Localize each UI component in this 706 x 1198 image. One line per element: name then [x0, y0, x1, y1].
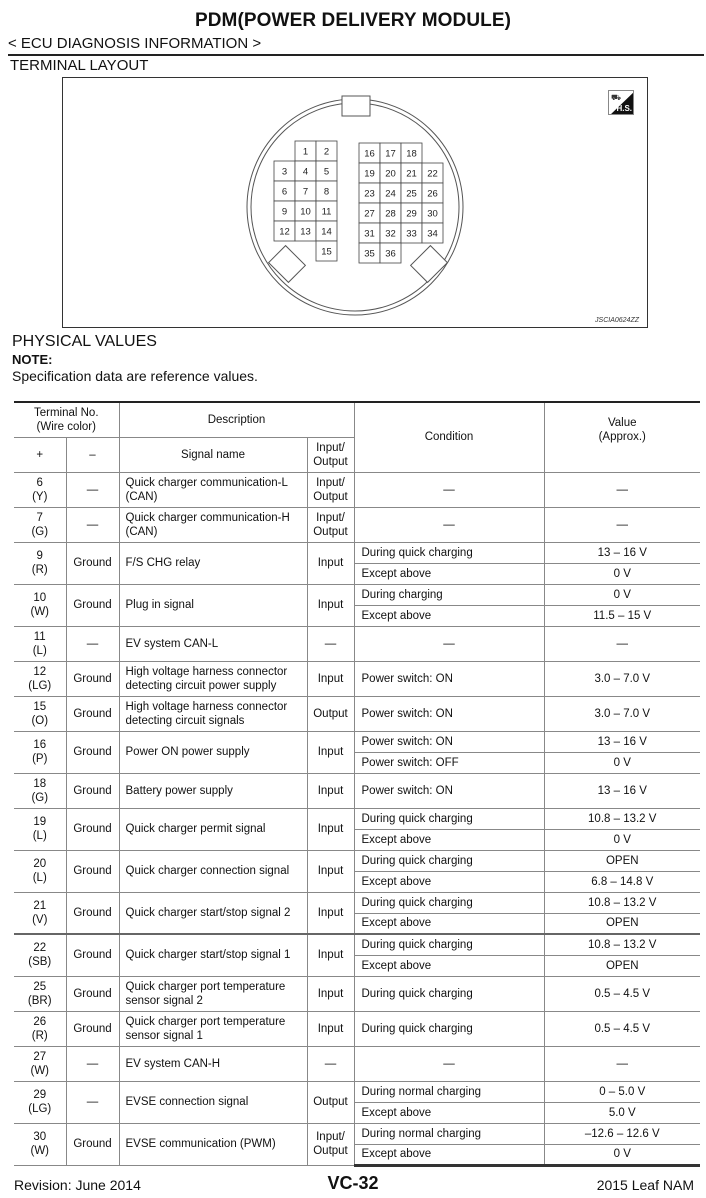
table-row	[14, 808, 700, 829]
terminal-number-label: 19	[364, 168, 375, 180]
condition-cell: Power switch: ON	[354, 696, 544, 731]
terminal-number-label: 18	[406, 148, 417, 160]
terminal-number: 21	[33, 899, 47, 912]
terminal-number-label: 10	[300, 206, 311, 218]
input-output-cell-text: Input	[317, 599, 344, 611]
terminal-number: 10	[33, 592, 47, 604]
signal-name-cell	[119, 507, 307, 542]
wire-color: (W)	[30, 606, 49, 618]
condition-cell: Except above	[354, 913, 544, 934]
input-output-cell	[307, 1011, 354, 1046]
condition-cell: During quick charging	[354, 934, 544, 955]
condition-cell: During quick charging	[354, 808, 544, 829]
connector-latch-right	[411, 246, 448, 283]
condition-cell: During normal charging	[354, 1081, 544, 1102]
terminal-number: 25	[33, 980, 47, 993]
wire-color: (L)	[32, 872, 47, 884]
header-terminal-no: Terminal No. (Wire color)	[14, 402, 119, 437]
minus-terminal-cell-text: —	[86, 1096, 99, 1108]
wire-color: (R)	[31, 1029, 48, 1042]
input-output-cell-text: Input	[317, 784, 344, 797]
value-cell: 0 V	[544, 563, 700, 584]
condition-cell: —	[354, 472, 544, 507]
condition-cell: Except above	[354, 605, 544, 626]
value-cell: 13 – 16 V	[544, 773, 700, 808]
signal-name-cell-text: EV system CAN-H	[125, 1057, 221, 1070]
terminal-cell	[14, 731, 66, 773]
value-cell: 13 – 16 V	[544, 542, 700, 563]
wire-color: (LG)	[28, 679, 52, 692]
input-output-cell-text: —	[324, 1057, 337, 1070]
minus-terminal-cell	[66, 507, 119, 542]
signal-name-cell-text: Quick charger port temperature sensor signal 2	[125, 980, 286, 1007]
input-output-cell	[307, 892, 354, 934]
breadcrumb: < ECU DIAGNOSIS INFORMATION >	[8, 35, 262, 52]
input-output-cell-text: —	[324, 637, 337, 650]
terminal-cell	[14, 1046, 66, 1081]
signal-name-cell	[119, 808, 307, 850]
terminal-number: 26	[33, 1015, 47, 1028]
signal-name-cell	[119, 773, 307, 808]
terminal-number-label: 22	[427, 168, 438, 180]
condition-cell: Except above	[354, 1144, 544, 1165]
harness-side-icon	[608, 90, 634, 115]
physical-values-table	[14, 401, 700, 1167]
table-row	[14, 1123, 700, 1144]
terminal-number-label: 32	[385, 228, 396, 240]
input-output-cell-text: Input	[317, 1022, 344, 1035]
minus-terminal-cell	[66, 472, 119, 507]
input-output-cell	[307, 1046, 354, 1081]
terminal-number-label: 26	[427, 188, 438, 200]
condition-cell: —	[354, 1046, 544, 1081]
condition-cell: During quick charging	[354, 976, 544, 1011]
terminal-number: 30	[33, 1131, 47, 1143]
condition-cell: During charging	[354, 584, 544, 605]
input-output-cell-text: Output	[313, 707, 348, 720]
header-signal-name: Signal name	[119, 437, 307, 472]
table-row	[14, 696, 700, 731]
signal-name-cell-text: High voltage harness connector detecting circuit power supply	[125, 665, 288, 692]
terminal-cell	[14, 472, 66, 507]
condition-cell: Power switch: ON	[354, 731, 544, 752]
signal-name-cell-text: Quick charger communication-H (CAN)	[125, 511, 290, 538]
table-row	[14, 976, 700, 1011]
signal-name-cell	[119, 850, 307, 892]
terminal-number-label: 28	[385, 208, 396, 220]
table-row	[14, 584, 700, 605]
signal-name-cell-text: Quick charger permit signal	[125, 823, 266, 835]
terminal-number-label: 29	[406, 208, 417, 220]
terminal-cell	[14, 1123, 66, 1165]
minus-terminal-cell-text: Ground	[73, 865, 112, 877]
table-row	[14, 1046, 700, 1081]
terminal-number-label: 4	[302, 166, 309, 178]
wire-color: (Y)	[32, 490, 48, 503]
header-description: Description	[119, 402, 354, 437]
signal-name-cell	[119, 1123, 307, 1165]
terminal-cell	[14, 934, 66, 976]
terminal-number-label: 21	[406, 168, 417, 180]
signal-name-cell	[119, 1011, 307, 1046]
terminal-number: 9	[36, 550, 43, 562]
signal-name-cell-text: F/S CHG relay	[125, 557, 201, 569]
condition-cell: Except above	[354, 829, 544, 850]
signal-name-cell	[119, 542, 307, 584]
input-output-cell-text: Input	[317, 987, 344, 1000]
terminal-number-label: 11	[321, 206, 332, 218]
input-output-cell	[307, 626, 354, 661]
input-output-cell	[307, 773, 354, 808]
minus-terminal-cell	[66, 1011, 119, 1046]
minus-terminal-cell	[66, 542, 119, 584]
terminal-number: 27	[33, 1050, 47, 1063]
signal-name-cell	[119, 934, 307, 976]
terminal-number-label: 16	[364, 148, 375, 160]
input-output-cell	[307, 976, 354, 1011]
terminal-number: 6	[36, 476, 43, 489]
connector-face-drawing	[63, 78, 649, 329]
table-row	[14, 1011, 700, 1046]
input-output-cell-text: Input	[317, 746, 344, 758]
header-minus: –	[66, 437, 119, 472]
value-cell: 3.0 – 7.0 V	[544, 661, 700, 696]
signal-name-cell	[119, 731, 307, 773]
value-cell: –12.6 – 12.6 V	[544, 1123, 700, 1144]
minus-terminal-cell-text: Ground	[73, 1022, 112, 1035]
minus-terminal-cell-text: Ground	[73, 707, 112, 720]
condition-cell: During quick charging	[354, 542, 544, 563]
terminal-number-label: 1	[302, 146, 309, 158]
condition-cell: —	[354, 507, 544, 542]
input-output-cell	[307, 731, 354, 773]
harness-side-label: H.S.	[616, 104, 632, 113]
wire-color: (O)	[31, 714, 49, 727]
condition-cell: Except above	[354, 955, 544, 976]
signal-name-cell-text: Quick charger port temperature sensor signal 1	[125, 1015, 286, 1042]
minus-terminal-cell	[66, 808, 119, 850]
input-output-cell-text: Input	[317, 906, 344, 919]
wire-color: (LG)	[28, 1103, 52, 1115]
condition-cell: During quick charging	[354, 892, 544, 913]
signal-name-cell-text: EV system CAN-L	[125, 637, 219, 650]
signal-name-cell	[119, 1081, 307, 1123]
value-cell: 6.8 – 14.8 V	[544, 871, 700, 892]
signal-name-cell-text: EVSE communication (PWM)	[125, 1138, 276, 1150]
note-text: Specification data are reference values.	[12, 368, 258, 384]
wire-color: (BR)	[27, 994, 52, 1007]
terminal-number-label: 9	[281, 206, 288, 218]
table-row	[14, 626, 700, 661]
value-cell: OPEN	[544, 913, 700, 934]
terminal-number: 18	[33, 777, 47, 790]
connector-latch-left	[269, 246, 306, 283]
table-row	[14, 507, 700, 542]
terminal-cell	[14, 507, 66, 542]
input-output-cell	[307, 542, 354, 584]
wire-color: (V)	[32, 913, 48, 926]
minus-terminal-cell-text: Ground	[73, 746, 112, 758]
table-row	[14, 472, 700, 507]
signal-name-cell	[119, 1046, 307, 1081]
connector-key-notch	[342, 96, 370, 116]
signal-name-cell-text: EVSE connection signal	[125, 1096, 249, 1108]
wire-color: (L)	[32, 644, 47, 657]
input-output-cell-text: Output	[313, 1096, 348, 1108]
input-output-cell	[307, 934, 354, 976]
terminal-number-label: 23	[364, 188, 375, 200]
value-cell: 0 V	[544, 752, 700, 773]
header-value: Value (Approx.)	[544, 402, 700, 472]
table-row	[14, 542, 700, 563]
terminal-number: 11	[33, 630, 46, 643]
value-cell: 5.0 V	[544, 1102, 700, 1123]
table-row	[14, 892, 700, 913]
value-cell: 10.8 – 13.2 V	[544, 808, 700, 829]
terminal-layout-diagram	[62, 77, 648, 328]
note-label: NOTE:	[12, 352, 53, 367]
condition-cell: During quick charging	[354, 850, 544, 871]
page-title: PDM(POWER DELIVERY MODULE)	[194, 10, 512, 31]
value-cell: 0 V	[544, 829, 700, 850]
terminal-number-label: 6	[281, 186, 288, 198]
terminal-cell	[14, 976, 66, 1011]
signal-name-cell-text: Quick charger start/stop signal 1	[125, 949, 291, 962]
input-output-cell-text: Input	[317, 557, 344, 569]
minus-terminal-cell-text: —	[86, 1057, 99, 1070]
signal-name-cell-text: Power ON power supply	[125, 746, 250, 758]
condition-cell: During normal charging	[354, 1123, 544, 1144]
minus-terminal-cell	[66, 850, 119, 892]
value-cell: 0 – 5.0 V	[544, 1081, 700, 1102]
condition-cell: Except above	[354, 563, 544, 584]
signal-name-cell	[119, 472, 307, 507]
condition-cell: Power switch: ON	[354, 773, 544, 808]
terminal-cell	[14, 1081, 66, 1123]
section-heading-physical-values: PHYSICAL VALUES	[12, 333, 157, 350]
terminal-number-label: 7	[302, 186, 309, 198]
wire-color: (W)	[30, 1145, 49, 1157]
minus-terminal-cell	[66, 661, 119, 696]
terminal-number-label: 14	[321, 226, 332, 238]
footer-model: 2015 Leaf NAM	[596, 1177, 694, 1193]
wire-color: (G)	[31, 525, 49, 538]
condition-cell: Except above	[354, 1102, 544, 1123]
minus-terminal-cell	[66, 1123, 119, 1165]
header-divider	[8, 54, 704, 56]
minus-terminal-cell-text: Ground	[73, 557, 112, 569]
terminal-number-label: 2	[323, 146, 330, 158]
minus-terminal-cell-text: Ground	[73, 784, 112, 797]
terminal-number: 19	[33, 816, 47, 828]
value-cell: 0.5 – 4.5 V	[544, 976, 700, 1011]
value-cell: 11.5 – 15 V	[544, 605, 700, 626]
minus-terminal-cell	[66, 976, 119, 1011]
terminal-number-label: 33	[406, 228, 417, 240]
wire-color: (SB)	[28, 956, 52, 969]
wire-color: (R)	[31, 564, 48, 576]
minus-terminal-cell	[66, 934, 119, 976]
minus-terminal-cell-text: Ground	[73, 599, 112, 611]
minus-terminal-cell-text: —	[86, 483, 99, 496]
minus-terminal-cell-text: —	[86, 637, 99, 650]
input-output-cell-text: Input	[317, 672, 344, 685]
terminal-number: 29	[33, 1089, 47, 1101]
wire-color: (G)	[31, 791, 49, 804]
terminal-number-label: 3	[281, 166, 288, 178]
terminal-cell	[14, 626, 66, 661]
input-output-cell	[307, 507, 354, 542]
terminal-number-label: 36	[385, 248, 396, 260]
terminal-number: 16	[33, 739, 47, 751]
value-cell: —	[544, 626, 700, 661]
minus-terminal-cell	[66, 731, 119, 773]
terminal-number-label: 17	[385, 148, 396, 160]
value-cell: 10.8 – 13.2 V	[544, 892, 700, 913]
terminal-cell	[14, 542, 66, 584]
section-heading-terminal-layout: TERMINAL LAYOUT	[10, 57, 149, 74]
terminal-number-label: 20	[385, 168, 396, 180]
condition-cell: Power switch: ON	[354, 661, 544, 696]
wire-color: (P)	[32, 753, 48, 765]
minus-terminal-cell-text: —	[86, 518, 99, 531]
input-output-cell	[307, 584, 354, 626]
signal-name-cell-text: Quick charger communication-L (CAN)	[125, 476, 288, 503]
wire-color: (L)	[32, 830, 47, 842]
terminal-cell	[14, 1011, 66, 1046]
terminal-cell	[14, 696, 66, 731]
signal-name-cell-text: Plug in signal	[125, 599, 194, 611]
value-cell: 10.8 – 13.2 V	[544, 934, 700, 955]
minus-terminal-cell	[66, 773, 119, 808]
minus-terminal-cell	[66, 892, 119, 934]
signal-name-cell-text: Quick charger start/stop signal 2	[125, 906, 291, 919]
terminal-cell	[14, 661, 66, 696]
terminal-number-label: 31	[364, 228, 375, 240]
table-row	[14, 850, 700, 871]
terminal-number-label: 24	[385, 188, 396, 200]
header-input-output: Input/ Output	[307, 437, 354, 472]
signal-name-cell	[119, 584, 307, 626]
signal-name-cell-text: Battery power supply	[125, 784, 233, 797]
value-cell: 0 V	[544, 584, 700, 605]
value-cell: —	[544, 472, 700, 507]
footer-page-number: VC-32	[327, 1173, 379, 1193]
terminal-cell	[14, 584, 66, 626]
terminal-number: 7	[36, 511, 43, 524]
signal-name-cell	[119, 976, 307, 1011]
value-cell: OPEN	[544, 955, 700, 976]
terminal-number: 20	[33, 858, 47, 870]
condition-cell: Power switch: OFF	[354, 752, 544, 773]
input-output-cell	[307, 472, 354, 507]
input-output-cell-text: Input/ Output	[313, 1131, 348, 1157]
value-cell: OPEN	[544, 850, 700, 871]
terminal-cell	[14, 773, 66, 808]
terminal-number: 15	[33, 700, 47, 713]
value-cell: 3.0 – 7.0 V	[544, 696, 700, 731]
signal-name-cell-text: Quick charger connection signal	[125, 865, 290, 877]
input-output-cell-text: Input/ Output	[313, 511, 348, 538]
input-output-cell	[307, 1081, 354, 1123]
condition-cell: During quick charging	[354, 1011, 544, 1046]
signal-name-cell	[119, 696, 307, 731]
input-output-cell-text: Input	[317, 865, 344, 877]
terminal-number-label: 34	[427, 228, 438, 240]
terminal-cell	[14, 850, 66, 892]
minus-terminal-cell	[66, 626, 119, 661]
minus-terminal-cell-text: Ground	[73, 823, 112, 835]
terminal-number-label: 35	[364, 248, 375, 260]
table-row	[14, 661, 700, 696]
value-cell: 0 V	[544, 1144, 700, 1165]
vehicle-glyph-icon: ⛟	[611, 93, 622, 102]
terminal-number: 22	[33, 942, 47, 955]
wire-color: (W)	[30, 1064, 49, 1077]
terminal-number: 12	[33, 665, 47, 678]
condition-cell: —	[354, 626, 544, 661]
footer-revision: Revision: June 2014	[14, 1177, 141, 1193]
table-row	[14, 731, 700, 752]
signal-name-cell	[119, 892, 307, 934]
minus-terminal-cell-text: Ground	[73, 949, 112, 962]
value-cell: 0.5 – 4.5 V	[544, 1011, 700, 1046]
terminal-number-label: 12	[279, 226, 290, 238]
terminal-cell	[14, 808, 66, 850]
minus-terminal-cell	[66, 1081, 119, 1123]
minus-terminal-cell	[66, 584, 119, 626]
terminal-cell	[14, 892, 66, 934]
minus-terminal-cell-text: Ground	[73, 987, 112, 1000]
figure-id: JSCIA0624ZZ	[595, 317, 639, 324]
header-plus: +	[14, 437, 66, 472]
input-output-cell	[307, 850, 354, 892]
input-output-cell	[307, 1123, 354, 1165]
terminal-number-label: 25	[406, 188, 417, 200]
input-output-cell-text: Input	[317, 949, 344, 962]
signal-name-cell-text: High voltage harness connector detecting circuit signals	[125, 700, 288, 727]
minus-terminal-cell	[66, 696, 119, 731]
terminal-number-label: 27	[364, 208, 375, 220]
condition-cell: Except above	[354, 871, 544, 892]
terminal-number-label: 13	[300, 226, 311, 238]
table-row	[14, 934, 700, 955]
header-condition: Condition	[354, 402, 544, 472]
signal-name-cell	[119, 661, 307, 696]
input-output-cell-text: Input	[317, 823, 344, 835]
input-output-cell	[307, 696, 354, 731]
terminal-number-label: 8	[323, 186, 330, 198]
value-cell: 13 – 16 V	[544, 731, 700, 752]
minus-terminal-cell-text: Ground	[73, 906, 112, 919]
signal-name-cell	[119, 626, 307, 661]
value-cell: —	[544, 507, 700, 542]
terminal-number-label: 5	[323, 166, 330, 178]
input-output-cell-text: Input/ Output	[313, 476, 348, 503]
value-cell: —	[544, 1046, 700, 1081]
input-output-cell	[307, 661, 354, 696]
input-output-cell	[307, 808, 354, 850]
minus-terminal-cell-text: Ground	[73, 672, 112, 685]
table-row	[14, 1081, 700, 1102]
table-row	[14, 773, 700, 808]
terminal-number-label: 30	[427, 208, 438, 220]
terminal-number-label: 15	[321, 246, 332, 258]
minus-terminal-cell	[66, 1046, 119, 1081]
minus-terminal-cell-text: Ground	[73, 1138, 112, 1150]
